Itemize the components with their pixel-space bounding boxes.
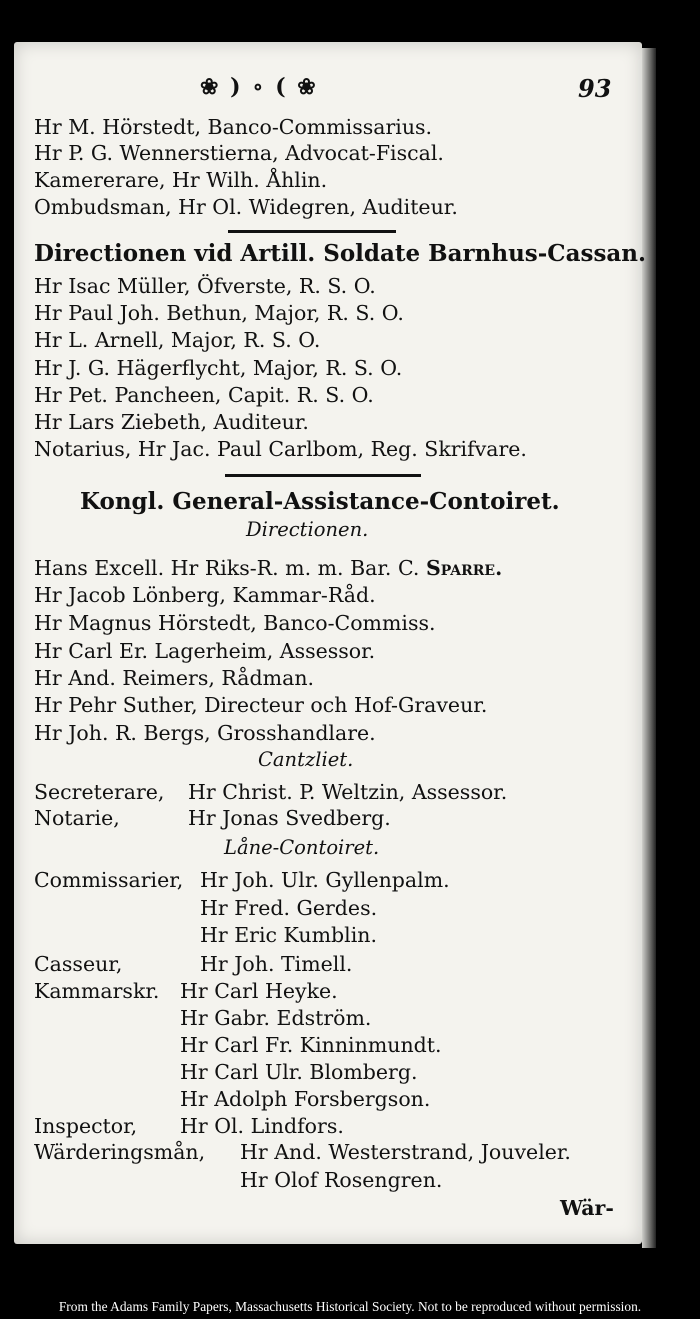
person-entry: Hr Eric Kumblin. <box>200 923 377 947</box>
person-entry: Hr Carl Fr. Kinninmundt. <box>180 1033 442 1057</box>
text-line: Hr Carl Er. Lagerheim, Assessor. <box>34 639 376 663</box>
text-line: Ombudsman, Hr Ol. Widegren, Auditeur. <box>34 195 458 219</box>
person-entry: Hr Joh. Ulr. Gyllenpalm. <box>200 868 450 892</box>
text-line: Hr Pehr Suther, Directeur och Hof-Graveur. <box>34 693 488 717</box>
role-label: Secreterare, <box>34 780 165 804</box>
person-entry: Hr Carl Ulr. Blomberg. <box>180 1060 418 1084</box>
subsection-heading: Låne-Contoiret. <box>224 836 380 859</box>
subsection-heading: Cantzliet. <box>258 748 354 771</box>
section-title: Kongl. General-Assistance-Contoiret. <box>80 488 560 515</box>
person-entry: Hr Carl Heyke. <box>180 979 338 1003</box>
text-line: Hr P. G. Wennerstierna, Advocat-Fiscal. <box>34 141 444 165</box>
copyright-notice: From the Adams Family Papers, Massachusetts Historical Society. Not to be reproduced without permission. <box>58 1299 642 1314</box>
text-line: Hr J. G. Hägerflycht, Major, R. S. O. <box>34 356 403 380</box>
text-line: Kamererare, Hr Wilh. Åhlin. <box>34 168 328 192</box>
role-label: Commissarier, <box>34 868 184 892</box>
role-label: Notarie, <box>34 806 120 830</box>
text-line: Hr Joh. R. Bergs, Grosshandlare. <box>34 721 376 745</box>
text-line: Hr Paul Joh. Bethun, Major, R. S. O. <box>34 301 404 325</box>
section-rule <box>225 474 421 477</box>
person-entry: Hr Jonas Svedberg. <box>188 806 391 830</box>
subsection-heading: Directionen. <box>246 518 369 541</box>
surname-smallcaps: Sparre. <box>425 556 503 580</box>
page-number: 93 <box>578 74 612 103</box>
person-entry: Hr Joh. Timell. <box>200 952 353 976</box>
person-entry: Hr Adolph Forsbergson. <box>180 1087 431 1111</box>
person-entry: Hr Ol. Lindfors. <box>180 1114 344 1138</box>
person-entry: Hr Gabr. Edström. <box>180 1006 372 1030</box>
role-label: Kammarskr. <box>34 979 160 1003</box>
text-line: Hr Magnus Hörstedt, Banco-Commiss. <box>34 611 436 635</box>
text-line-prefix: Hans Excell. Hr Riks-R. m. m. Bar. C. <box>34 556 426 580</box>
person-entry: Hr And. Westerstrand, Jouveler. <box>240 1140 571 1164</box>
role-label: Wärderingsmån, <box>34 1140 206 1164</box>
page-edge-shadow <box>642 48 656 1248</box>
text-line <box>34 556 502 580</box>
section-title: Directionen vid Artill. Soldate Barnhus-Cassan. <box>34 240 647 267</box>
text-line: Hr M. Hörstedt, Banco-Commissarius. <box>34 115 433 139</box>
text-line: Hr And. Reimers, Rådman. <box>34 666 315 690</box>
text-line: Hr Pet. Pancheen, Capit. R. S. O. <box>34 383 374 407</box>
section-rule <box>228 230 396 233</box>
person-entry: Hr Christ. P. Weltzin, Assessor. <box>188 780 508 804</box>
text-line: Hr Lars Ziebeth, Auditeur. <box>34 410 309 434</box>
header-ornament: ❀ ) ∘ ( ❀ <box>200 74 318 100</box>
role-label: Casseur, <box>34 952 123 976</box>
text-line: Notarius, Hr Jac. Paul Carlbom, Reg. Skrifvare. <box>34 437 527 461</box>
person-entry: Hr Fred. Gerdes. <box>200 896 378 920</box>
text-line: Hr L. Arnell, Major, R. S. O. <box>34 328 321 352</box>
person-entry: Hr Olof Rosengren. <box>240 1168 443 1192</box>
catchword: Wär- <box>560 1196 614 1220</box>
role-label: Inspector, <box>34 1114 138 1138</box>
text-line: Hr Isac Müller, Öfverste, R. S. O. <box>34 274 376 298</box>
text-line: Hr Jacob Lönberg, Kammar-Råd. <box>34 583 376 607</box>
